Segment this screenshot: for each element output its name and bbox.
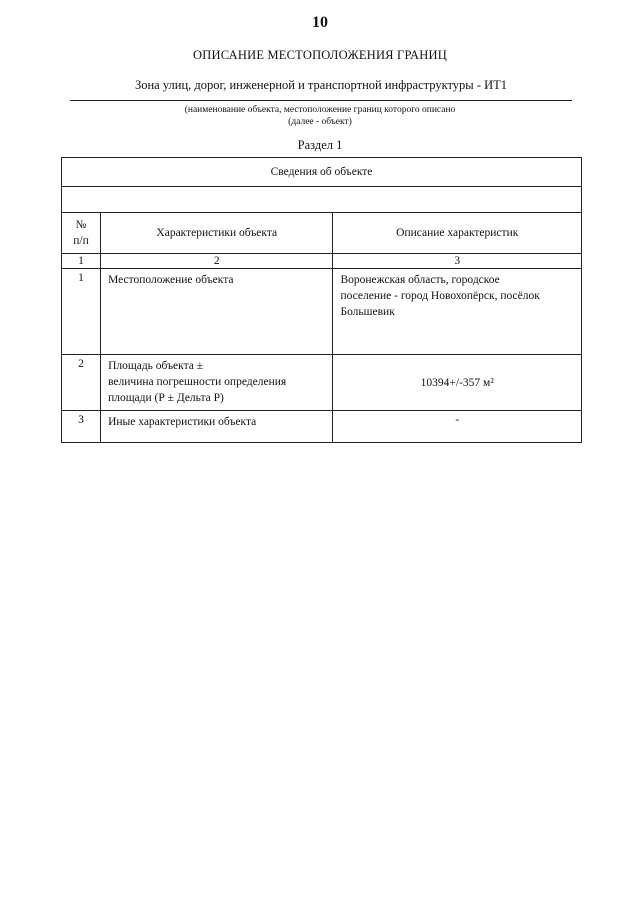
header-number-abbr: п/п (73, 235, 89, 247)
note-line-2: (далее - объект) (288, 117, 352, 127)
row-description: - (333, 411, 582, 443)
characteristic-text (101, 355, 332, 409)
row-number: 2 (62, 355, 101, 411)
index-cell-3: 3 (333, 254, 582, 269)
header-col-number (62, 213, 101, 254)
object-name: Зона улиц, дорог, инженерной и транспортной инфраструктуры - ИТ1 (134, 78, 508, 92)
document-title: ОПИСАНИЕ МЕСТОПОЛОЖЕНИЯ ГРАНИЦ (193, 48, 447, 62)
row-description: 10394+/-357 м² (333, 355, 582, 411)
table-spacer-row (62, 187, 582, 213)
table-caption: Сведения об объекте (62, 158, 582, 187)
page-number: 10 (312, 14, 328, 31)
characteristic-text: Иные характеристики объекта (108, 416, 257, 428)
section-title: Раздел 1 (297, 138, 343, 152)
object-name-note (0, 104, 640, 128)
table-index-row (62, 254, 582, 269)
index-cell-2: 2 (101, 254, 333, 269)
characteristic-line: Площадь объекта ± (108, 360, 204, 372)
row-characteristic (101, 411, 333, 443)
characteristic-line: величина погрешности определения (108, 376, 287, 388)
row-description (333, 269, 582, 355)
characteristic-text: Местоположение объекта (108, 274, 234, 286)
table-row (62, 355, 582, 411)
header-number-sign: № (75, 219, 87, 231)
header-col-characteristic: Характеристики объекта (101, 213, 333, 254)
description-text (333, 269, 581, 323)
table-row (62, 411, 582, 443)
underline-rule (70, 100, 572, 101)
row-number: 3 (62, 411, 101, 443)
header-col-description: Описание характеристик (333, 213, 582, 254)
table-caption-row (62, 158, 582, 187)
row-number: 1 (62, 269, 101, 355)
table-spacer-cell (62, 187, 582, 213)
description-line: Воронежская область, городское (340, 274, 500, 286)
characteristic-line: площади (Р ± Дельта Р) (108, 392, 224, 404)
table-header-row (62, 213, 582, 254)
row-characteristic (101, 269, 333, 355)
index-cell-1: 1 (62, 254, 101, 269)
row-characteristic (101, 355, 333, 411)
table-row (62, 269, 582, 355)
object-info-table (61, 157, 582, 443)
note-line-1: (наименование объекта, местоположение границ которого описано (184, 105, 456, 115)
description-line: Большевик (340, 306, 395, 318)
description-line: поселение - город Новохопёрск, посёлок (340, 290, 540, 302)
